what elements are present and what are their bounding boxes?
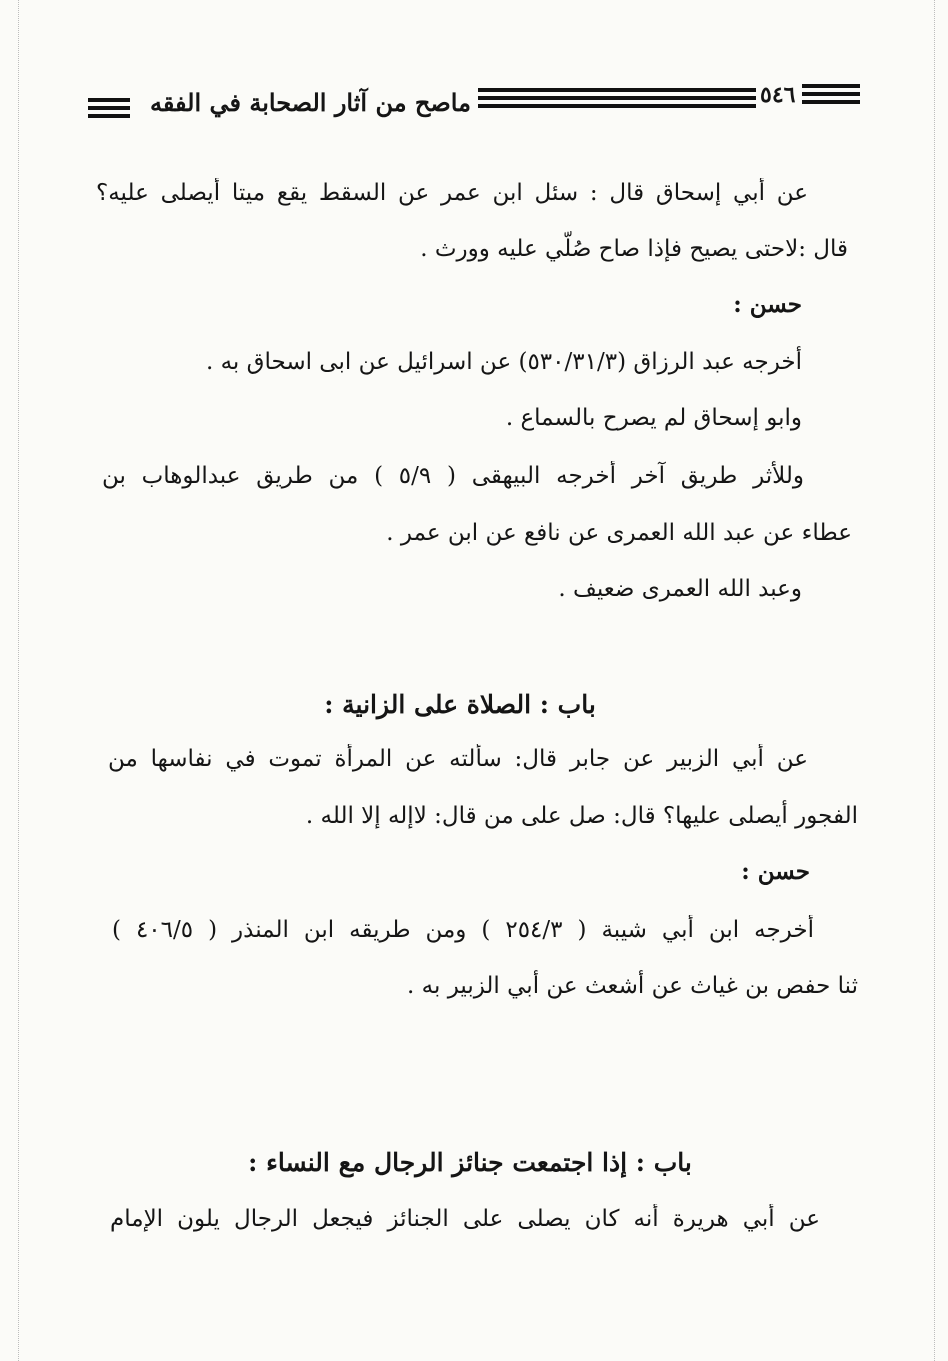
narration-line: قال :لاحتى يصيح فإذا صاح صُلّي عليه وورث .	[420, 236, 848, 262]
running-title: ماصح من آثار الصحابة في الفقه	[150, 88, 471, 117]
narration-line: عن أبي الزبير عن جابر قال: سألته عن المرأة تموت في نفاسها من	[108, 746, 808, 772]
takhrij-line: عطاء عن عبد الله العمرى عن نافع عن ابن عمر .	[386, 520, 852, 546]
narration-line: عن أبي إسحاق قال : سئل ابن عمر عن السقط يقع ميتا أيصلى عليه؟	[96, 180, 808, 206]
header-rule-right	[802, 84, 860, 108]
takhrij-line: وعبد الله العمرى ضعيف .	[558, 576, 802, 602]
page-header	[88, 78, 860, 124]
takhrij-line: أخرجه عبد الرزاق (٥٣٠/٣١/٣) عن اسرائيل عن ابى اسحاق به .	[205, 349, 802, 375]
page-number: ٥٤٦	[760, 82, 796, 108]
takhrij-line: وللأثر طريق آخر أخرجه البيهقى ( ٥/٩ ) من طريق عبدالوهاب بن	[102, 463, 804, 489]
margin-dotted-line-right	[934, 0, 936, 1361]
takhrij-line: أخرجه ابن أبي شيبة ( ٢٥٤/٣ ) ومن طريقه ابن المنذر ( ٤٠٦/٥ )	[112, 917, 814, 943]
narration-line: الفجور أيصلى عليها؟ قال: صل على من قال: لاإله إلا الله .	[305, 803, 858, 829]
chapter-heading: باب : الصلاة على الزانية :	[324, 690, 596, 719]
header-rule-left	[88, 98, 130, 122]
chapter-heading: باب : إذا اجتمعت جنائز الرجال مع النساء :	[248, 1148, 692, 1177]
grade-label: حسن :	[741, 858, 810, 885]
takhrij-line: ثنا حفص بن غياث عن أشعث عن أبي الزبير به .	[407, 973, 858, 999]
narration-line: عن أبي هريرة أنه كان يصلى على الجنائز فيجعل الرجال يلون الإمام	[110, 1206, 820, 1232]
margin-dotted-line-left	[18, 0, 20, 1361]
grade-label: حسن :	[733, 291, 802, 318]
takhrij-line: وابو إسحاق لم يصرح بالسماع .	[505, 405, 802, 431]
header-rule-middle	[478, 88, 756, 112]
